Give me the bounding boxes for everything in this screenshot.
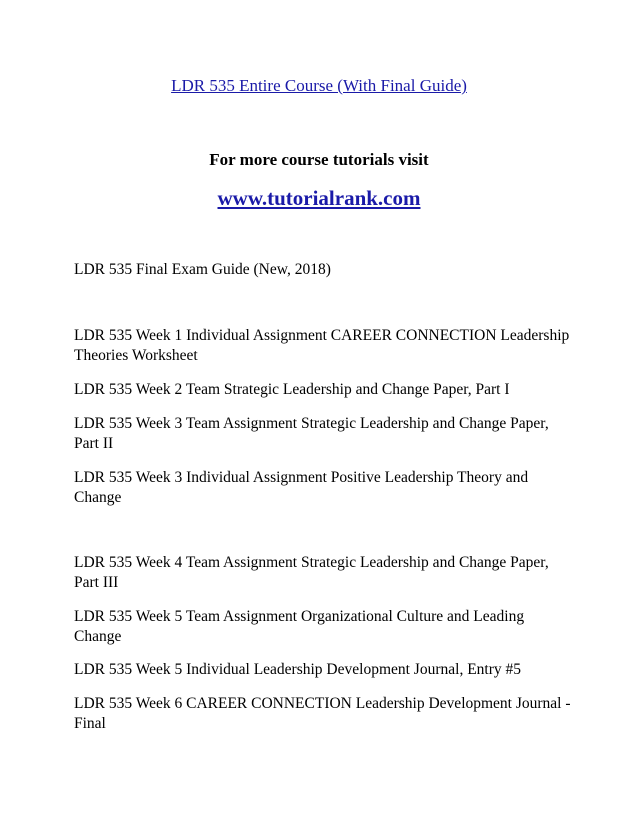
list-item-week5-team: LDR 535 Week 5 Team Assignment Organizational Culture and Leading Change — [74, 608, 525, 645]
list-item-week2-team: LDR 535 Week 2 Team Strategic Leadership and Change Paper, Part I — [74, 381, 510, 398]
list-item-week6: LDR 535 Week 6 CAREER CONNECTION Leadership Development Journal - Final — [74, 695, 571, 732]
list-item-week3-individual: LDR 535 Week 3 Individual Assignment Positive Leadership Theory and Change — [74, 469, 529, 506]
list-item-final-exam: LDR 535 Final Exam Guide (New, 2018) — [74, 261, 331, 278]
website-link[interactable]: www.tutorialrank.com — [217, 186, 421, 210]
visit-text: For more course tutorials visit — [209, 150, 429, 169]
course-title-link[interactable]: LDR 535 Entire Course (With Final Guide) — [171, 76, 467, 95]
list-item-week4-team: LDR 535 Week 4 Team Assignment Strategic Leadership and Change Paper, Part III — [74, 554, 549, 591]
list-item-week3-team: LDR 535 Week 3 Team Assignment Strategic Leadership and Change Paper, Part II — [74, 415, 549, 452]
list-item-week1-individual: LDR 535 Week 1 Individual Assignment CAREER CONNECTION Leadership Theories Worksheet — [74, 327, 570, 364]
list-item-week5-individual: LDR 535 Week 5 Individual Leadership Development Journal, Entry #5 — [74, 661, 522, 678]
